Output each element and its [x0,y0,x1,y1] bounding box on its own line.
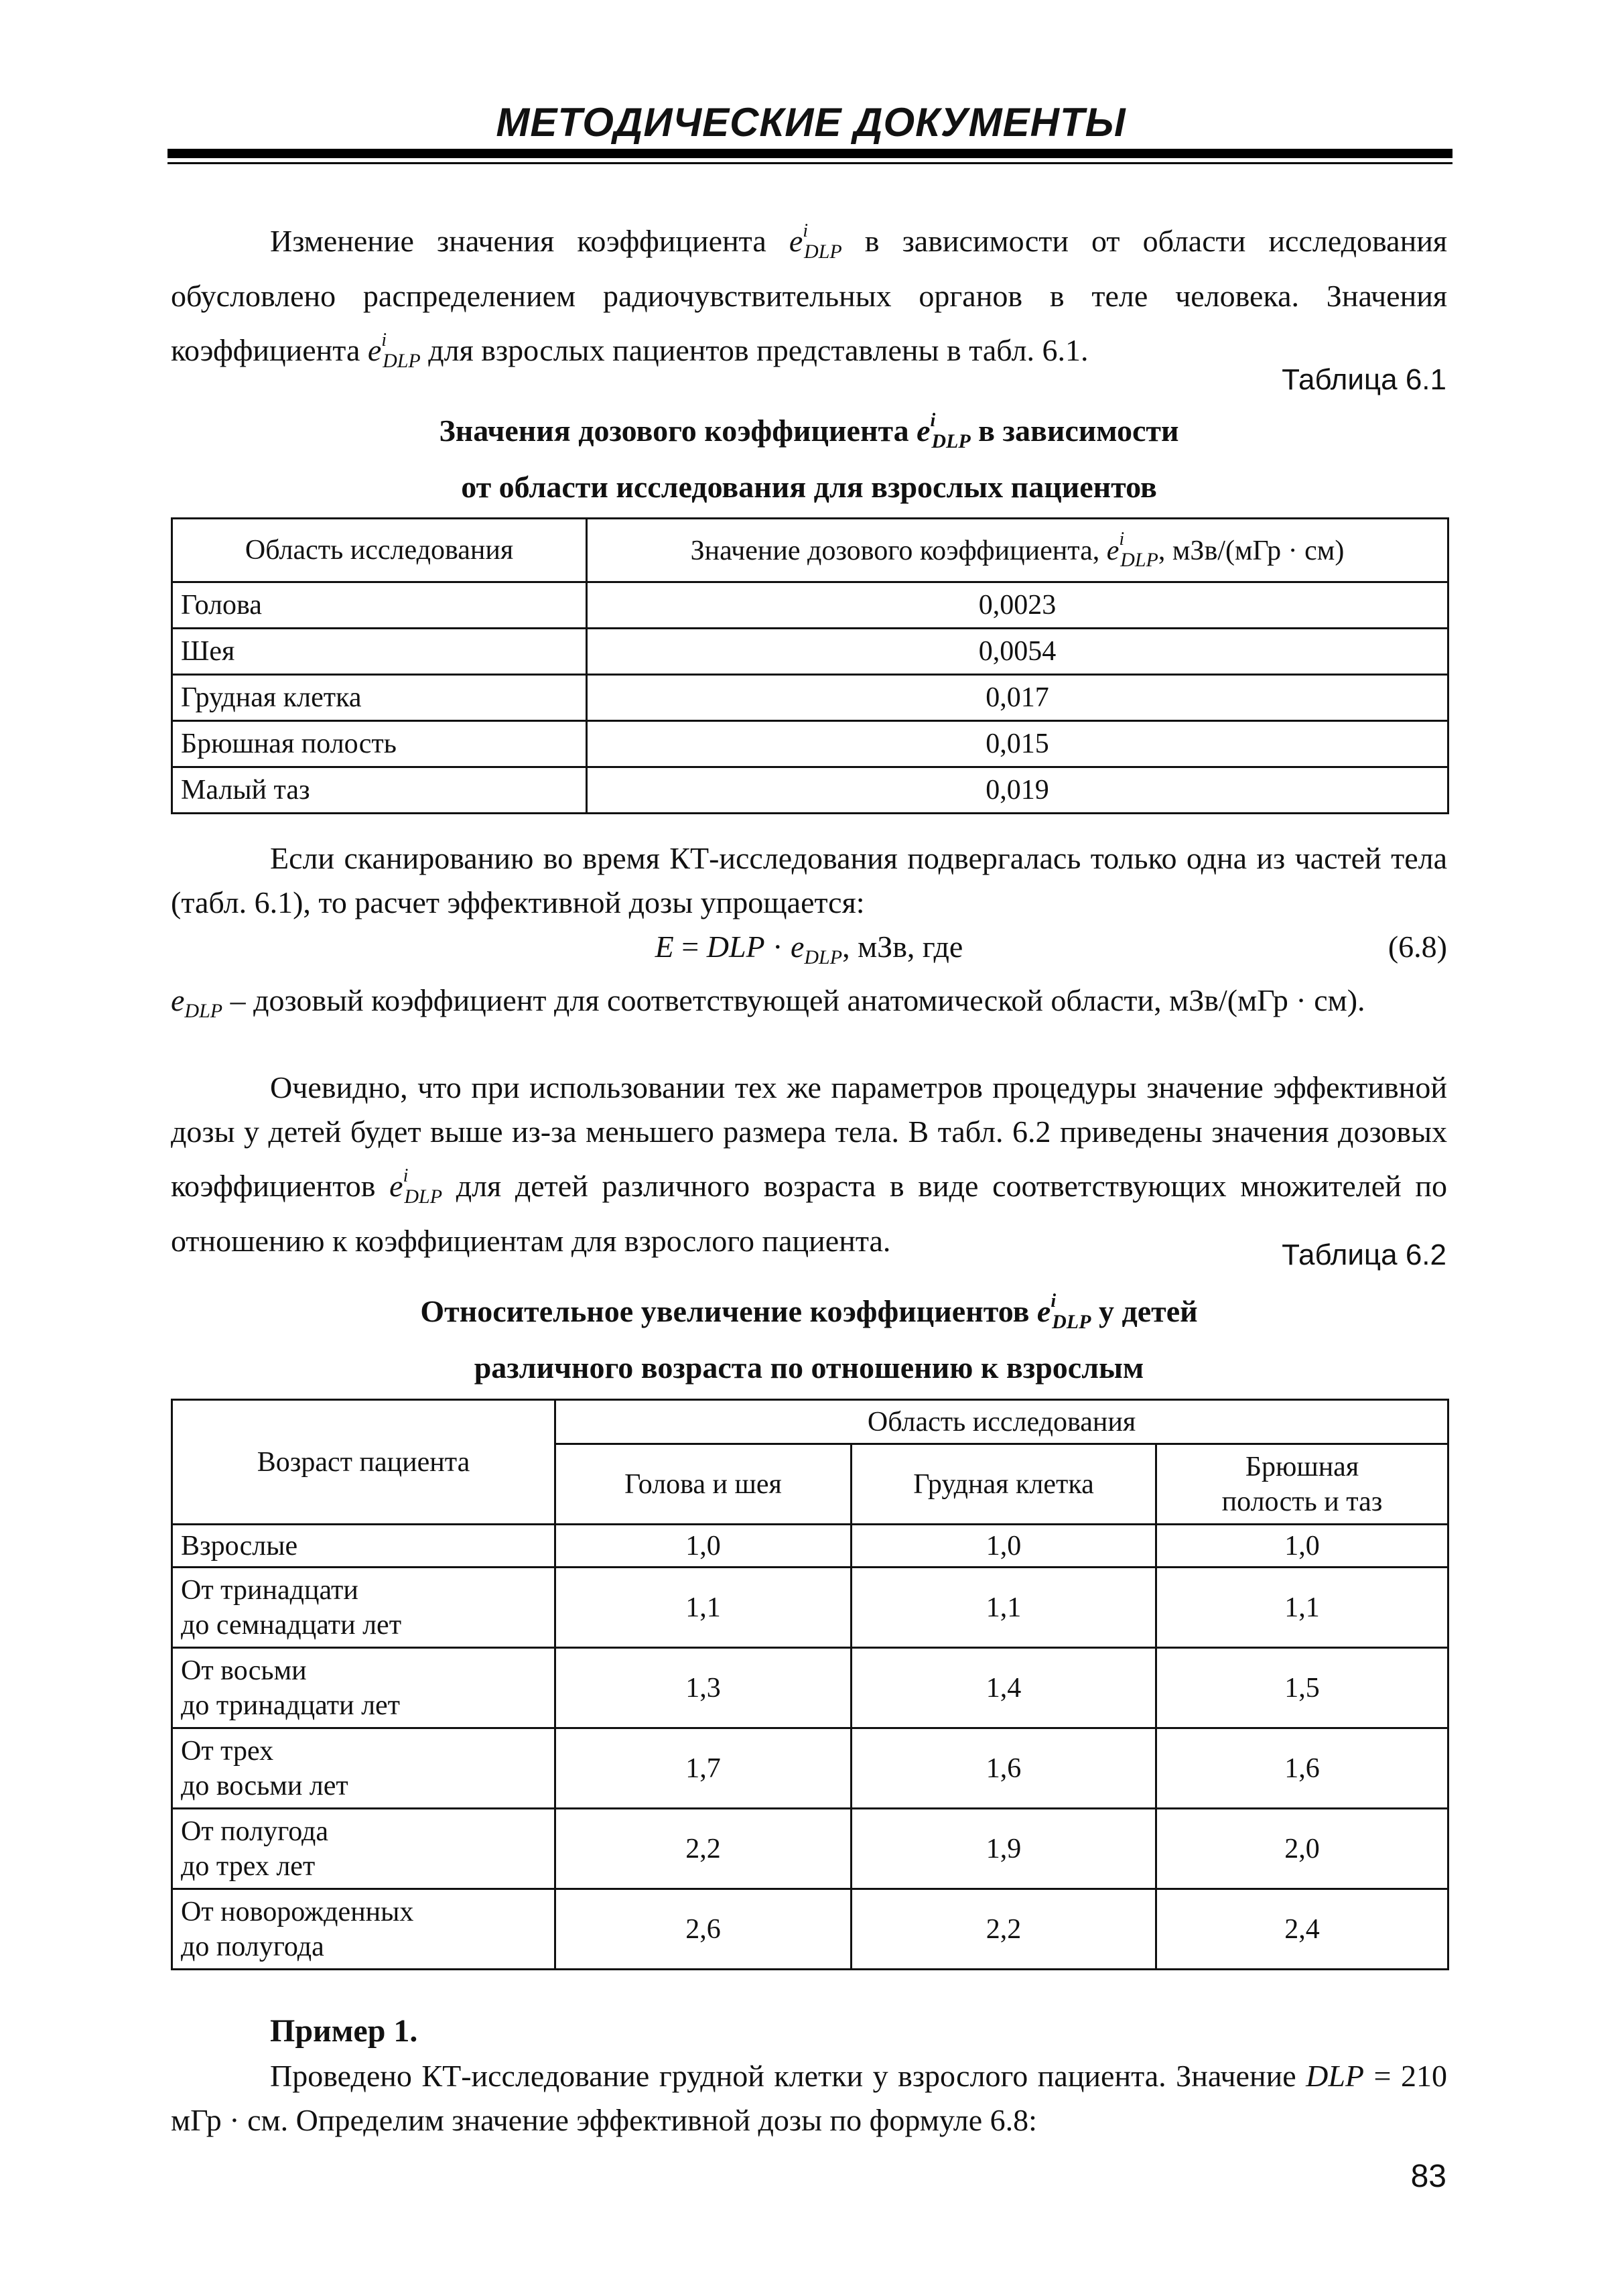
coef-sup: i [1051,1291,1057,1312]
formula-sub: DLP [804,946,843,968]
table-6-1 [171,517,1449,814]
header-rule-thick [167,149,1452,158]
paragraph-3-text: – дозовый коэффициент для соответствующей анатомической области, мЗв/(мГр · см). [222,983,1365,1017]
intro-text-3: для взрослых пациентов представлены в табл. 6.1. [420,333,1089,367]
coef-sup: i [403,1165,409,1186]
table-row [172,1728,1448,1809]
cell-value: 0,017 [587,675,1448,721]
coef-sup: i [381,330,387,350]
formula-dot: · [764,930,791,964]
table2-header-age: Возраст пациента [172,1400,555,1525]
cell-value: 1,5 [1156,1648,1448,1728]
cell-value: 1,1 [555,1568,852,1648]
table-row [172,1525,1448,1568]
cell-age [172,1568,555,1648]
age-line1: От трех [181,1735,274,1767]
table-row [172,1648,1448,1728]
coef-symbol: e [367,333,382,367]
header-text: Значение дозового коэффициента, [690,535,1107,566]
cell-region: Брюшная полость [172,721,587,767]
coef-symbol: e [917,413,931,448]
coef-symbol: e [1036,1294,1051,1328]
cell-value: 1,0 [1156,1525,1448,1568]
formula-6-8 [171,925,1447,972]
table2-caption [171,1279,1447,1391]
cell-value: 1,6 [852,1728,1156,1809]
example-text-2: = 210 мГр · см. Определим значение эффективной дозы по формуле 6.8: [171,2059,1447,2137]
coef-symbol: e [389,1169,403,1203]
paragraph-3 [171,978,1447,1033]
caption-text: Относительное увеличение коэффициентов [420,1294,1037,1328]
age-line1: Взрослые [181,1530,298,1561]
age-line1: От полугода [181,1815,329,1847]
paragraph-4-text-1: Очевидно, что при использовании тех же параметров процедуры значение эффективной дозы у детей будет выше из-за меньшего размера тела. В табл. 6.2 приведены значения дозовых коэффициентов [171,1070,1447,1203]
table-row [172,582,1448,629]
table2-col-chest: Грудная клетка [852,1444,1156,1525]
coef-sub: DLP [1120,549,1158,571]
table-row [172,767,1448,814]
age-line2: до восьми лет [181,1770,348,1801]
table1-caption-line2: от области исследования для взрослых пациентов [461,470,1157,504]
formula-dlp: DLP [706,930,765,964]
table2-caption-line1 [171,1279,1447,1345]
cell-age [172,1889,555,1970]
table2-number: Таблица 6.2 [1282,1238,1446,1271]
age-line2: до тринадцати лет [181,1689,401,1721]
table-6-2 [171,1399,1449,1970]
cell-value: 2,0 [1156,1809,1448,1889]
cell-region: Малый таз [172,767,587,814]
cell-value: 1,0 [852,1525,1156,1568]
cell-age [172,1728,555,1809]
table1-caption [171,398,1447,510]
table2-col-abdomen [1156,1444,1448,1525]
cell-value: 1,0 [555,1525,852,1568]
cell-age [172,1809,555,1889]
paragraph-2: Если сканированию во время КТ-исследования подвергалась только одна из частей тела (табл. 6.1), то расчет эффективной дозы упрощается: [171,841,1447,919]
age-line1: От тринадцати [181,1574,358,1606]
col3-line1: Брюшная [1245,1451,1359,1482]
header-rule-thin [167,162,1452,164]
table2-col-head-neck: Голова и шея [555,1444,852,1525]
cell-value: 1,6 [1156,1728,1448,1809]
edlp-sub: DLP [184,1000,223,1022]
caption-text: у детей [1091,1294,1198,1328]
table1-caption-line1 [171,398,1447,464]
cell-value: 1,7 [555,1728,852,1809]
formula-expression [171,925,1447,980]
cell-region: Грудная клетка [172,675,587,721]
age-line2: до трех лет [181,1850,316,1882]
coef-sub: DLP [931,430,971,452]
table1-header-region: Область исследования [172,519,587,582]
coef-sup: i [930,410,936,431]
table2-header-region: Область исследования [555,1400,1448,1444]
coef-symbol: e [1106,535,1120,566]
cell-region: Голова [172,582,587,629]
table1-header-value [587,519,1448,582]
cell-value: 0,015 [587,721,1448,767]
example-text-1: Проведено КТ-исследование грудной клетки у взрослого пациента. Значение [270,2059,1306,2093]
table-row [172,675,1448,721]
example-dlp: DLP [1306,2059,1365,2093]
paragraph-4 [171,1066,1447,1263]
table-row [172,1568,1448,1648]
caption-text: в зависимости [970,413,1179,448]
table-row [172,1809,1448,1889]
intro-text-2: в зависимости от области исследования обусловлено распределением радиочувствительных органов в теле человека. Значения коэффициента [171,224,1447,367]
table2-caption-line2: различного возраста по отношению к взрослым [474,1350,1144,1385]
example-heading: Пример 1. [270,2013,418,2049]
formula-number: (6.8) [1388,930,1447,964]
table-row [172,629,1448,675]
intro-paragraph [171,209,1447,383]
cell-value: 0,0054 [587,629,1448,675]
age-line1: От восьми [181,1655,307,1686]
coef-sup: i [803,220,809,241]
cell-value: 1,1 [852,1568,1156,1648]
coef-symbol: e [789,224,803,258]
cell-value: 2,2 [555,1809,852,1889]
coef-sub: DLP [404,1186,443,1208]
coef-sub: DLP [1052,1311,1091,1333]
cell-value: 2,4 [1156,1889,1448,1970]
example-paragraph [171,2054,1447,2143]
coef-sup: i [1119,529,1125,550]
page-number: 83 [1410,2159,1446,2194]
coef-sub: DLP [383,350,421,372]
cell-value: 0,019 [587,767,1448,814]
cell-value: 1,9 [852,1809,1156,1889]
cell-value: 2,2 [852,1889,1156,1970]
col3-line2: полость и таз [1221,1486,1383,1517]
formula-eq: = [673,930,707,964]
running-header: МЕТОДИЧЕСКИЕ ДОКУМЕНТЫ [496,100,1126,145]
age-line1: От новорожденных [181,1896,414,1927]
coef-sub: DLP [804,241,842,263]
paragraph-4-text-2: для детей различного возраста в виде соответствующих множителей по отношению к коэффициентам для взрослого пациента. [171,1169,1447,1258]
cell-age [172,1525,555,1568]
formula-tail: , мЗв, где [842,930,963,964]
edlp-symbol: e [171,983,185,1017]
table-row [172,721,1448,767]
cell-value: 2,6 [555,1889,852,1970]
age-line2: до семнадцати лет [181,1609,402,1641]
formula-e: e [790,930,805,964]
cell-value: 1,1 [1156,1568,1448,1648]
header-text: , мЗв/(мГр · см) [1158,535,1345,566]
cell-value: 1,4 [852,1648,1156,1728]
caption-text: Значения дозового коэффициента [439,413,917,448]
cell-age [172,1648,555,1728]
formula-lhs: E [655,930,674,964]
table-row [172,1889,1448,1970]
age-line2: до полугода [181,1931,324,1962]
cell-region: Шея [172,629,587,675]
cell-value: 0,0023 [587,582,1448,629]
intro-text-1: Изменение значения коэффициента [270,224,789,258]
table1-number: Таблица 6.1 [1282,363,1446,396]
cell-value: 1,3 [555,1648,852,1728]
